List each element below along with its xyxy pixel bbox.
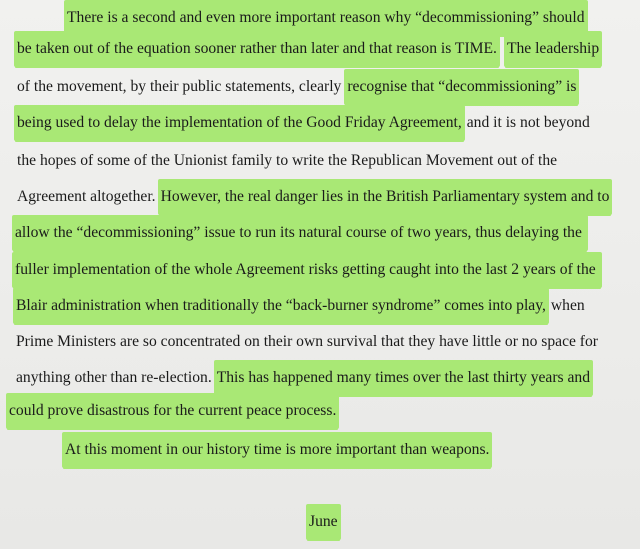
signature-line	[0, 504, 640, 540]
text-line-11	[0, 360, 640, 396]
text-line-7	[0, 215, 640, 251]
highlighted-text: be taken out of the equation sooner rather than later and that reason is TIME.	[14, 31, 500, 67]
text-line-5	[0, 143, 640, 179]
signature-date: June	[306, 504, 341, 540]
highlighted-text: being used to delay the implementation of the Good Friday Agreement,	[14, 105, 465, 141]
plain-text: when	[550, 297, 585, 314]
plain-text: anything other than re-election.	[16, 369, 212, 386]
text-line-12	[0, 393, 640, 429]
highlighted-text: allow the “decommissioning” issue to run its natural course of two years, thus delaying the	[12, 215, 588, 251]
highlighted-text: Blair administration when traditionally the “back-burner syndrome” comes into play,	[13, 288, 549, 324]
highlighted-text: However, the real danger lies in the British Parliamentary system and to	[158, 179, 613, 215]
text-line-9	[0, 288, 640, 324]
text-line-3	[0, 69, 640, 105]
text-line-4	[0, 105, 640, 141]
highlighted-text: There is a second and even more important reason why “decommissioning” should	[64, 0, 588, 36]
plain-text: Prime Ministers are so concentrated on their own survival that they have little or no space for	[16, 333, 598, 350]
plain-text: Agreement altogether.	[17, 188, 156, 205]
plain-text: the hopes of some of the Unionist family to write the Republican Movement out of the	[17, 152, 558, 169]
plain-text: of the movement, by their public statements, clearly	[17, 78, 342, 95]
plain-text: and it is not beyond	[466, 114, 590, 131]
highlighted-text: could prove disastrous for the current peace process.	[6, 393, 339, 429]
text-line-6	[0, 179, 640, 215]
text-line-10	[0, 324, 640, 360]
highlighted-text: The leadership	[504, 31, 602, 67]
highlighted-text: This has happened many times over the last thirty years and	[214, 360, 593, 396]
text-line-2	[0, 31, 640, 67]
highlighted-text: At this moment in our history time is more important than weapons.	[62, 432, 492, 468]
text-line-8	[0, 252, 640, 288]
highlighted-text: fuller implementation of the whole Agreement risks getting caught into the last 2 years of the	[12, 252, 602, 288]
text-line-13	[0, 432, 640, 468]
highlighted-text: recognise that “decommissioning” is	[344, 69, 579, 105]
